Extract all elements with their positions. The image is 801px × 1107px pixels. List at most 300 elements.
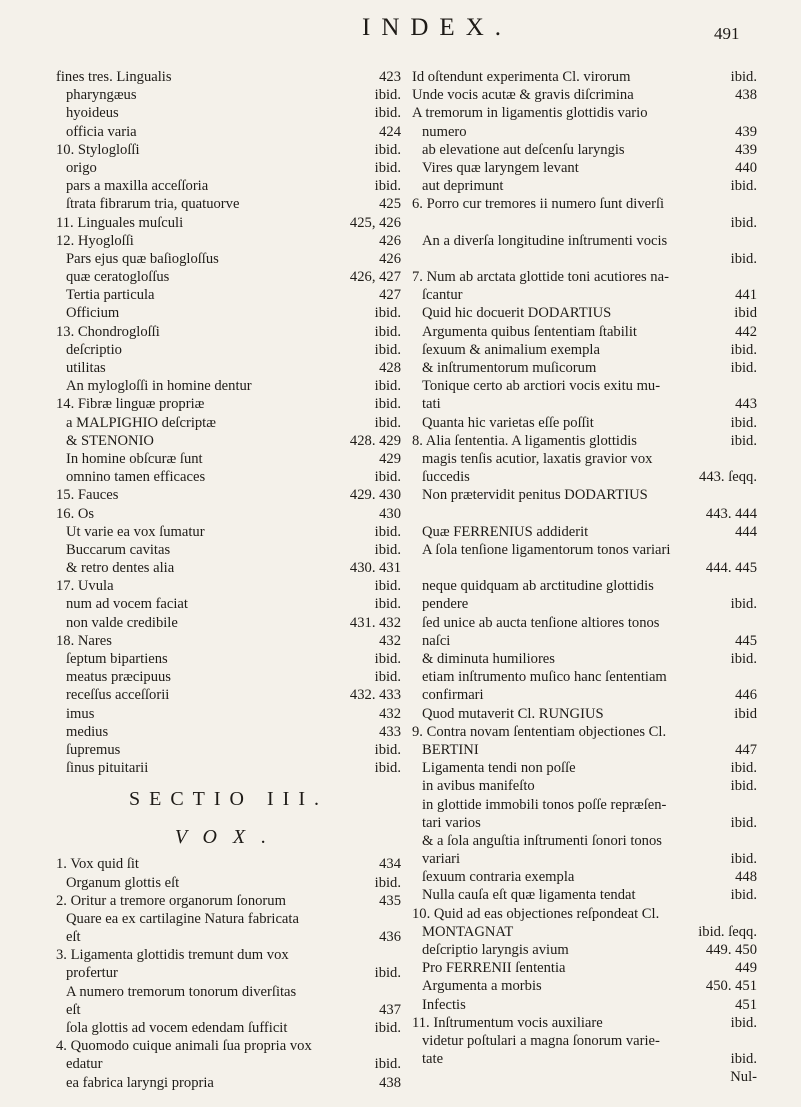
entry-page-ref: ibid. (374, 1056, 401, 1073)
entry-text: in glottide immobili tonos poſſe repræſen- (422, 796, 667, 813)
index-entry (412, 159, 757, 177)
index-entry (412, 68, 757, 86)
index-entry (56, 686, 401, 704)
index-entry (56, 559, 401, 577)
index-entry (56, 1019, 401, 1037)
index-entry (56, 232, 401, 250)
entry-page-ref: 436 (379, 929, 401, 946)
entry-page-ref: ibid. (374, 141, 401, 158)
entry-text: 14. Fibræ linguæ propriæ (56, 396, 205, 413)
entry-text: a MALPIGHIO deſcriptæ (66, 414, 216, 431)
index-entry (412, 341, 757, 359)
entry-page-ref: 443. ſeqq. (699, 469, 757, 486)
index-entry (412, 959, 757, 977)
entry-text: Pro FERRENII ſententia (422, 960, 566, 977)
entry-page-ref: 435 (379, 892, 401, 909)
entry-page-ref: ibid. (730, 250, 757, 267)
index-entry (412, 977, 757, 995)
entry-text: Officium (66, 305, 120, 322)
entry-text: ſola glottis ad vocem edendam ſufficit (66, 1020, 288, 1036)
entry-text: Unde vocis acutæ & gravis diſcrimina (412, 87, 634, 104)
entry-text: meatus præcipuus (66, 669, 171, 686)
index-entry (412, 304, 757, 322)
entry-page-ref: 429 (379, 450, 401, 467)
entry-text: A ſola tenſione ligamentorum tonos variari (422, 541, 671, 558)
entry-text: quæ ceratogloſſus (66, 269, 170, 286)
index-entry (56, 650, 401, 668)
entry-text: edatur (66, 1056, 103, 1073)
entry-page-ref: ibid. (374, 341, 401, 358)
index-entry (56, 855, 401, 873)
entry-page-ref: ibid. (374, 596, 401, 613)
entry-text: origo (66, 159, 97, 176)
entry-page-ref: 447 (735, 741, 757, 758)
entry-page-ref: ibid. (730, 887, 757, 904)
index-entry (56, 377, 401, 395)
entry-text: 2. Oritur a tremore organorum ſonorum (56, 892, 286, 909)
entry-page-ref: 425, 426 (349, 214, 401, 231)
entry-page-ref: ibid. (730, 851, 757, 868)
index-entry (412, 541, 757, 559)
entry-text: 10. Quid ad eas objectiones reſpondeat Cl. (412, 905, 660, 922)
entry-text: Quæ FERRENIUS addiderit (422, 523, 589, 540)
entry-text: ſinus pituitarii (66, 760, 149, 777)
entry-text: ſeptum bipartiens (66, 651, 168, 667)
index-entry (412, 450, 757, 468)
entry-text: Nulla cauſa eſt quæ ligamenta tendat (422, 887, 636, 904)
page-header (0, 14, 801, 64)
page-number: 491 (714, 24, 740, 43)
entry-text: 11. Inſtrumentum vocis auxiliare (412, 1014, 603, 1031)
entry-page-ref: 443. 444 (705, 505, 757, 522)
index-entry (412, 1032, 757, 1050)
entry-text: hyoideus (66, 105, 119, 122)
entry-text: Argumenta a morbis (422, 978, 542, 995)
entry-page-ref: ibid. ſeqq. (698, 923, 757, 940)
entry-page-ref: 426 (379, 232, 401, 249)
index-entry (412, 668, 757, 686)
index-entry (56, 595, 401, 613)
entry-text: non valde credibile (66, 614, 178, 631)
page-title: INDEX. (362, 14, 513, 41)
entry-page-ref: 439 (735, 141, 757, 158)
entry-text: & retro dentes alia (66, 560, 175, 577)
entry-text: magis tenſis acutior, laxatis gravior vox (422, 450, 653, 467)
entry-page-ref: ibid. (730, 414, 757, 431)
entry-text: & a ſola anguſtia inſtrumenti ſonori tonos (422, 832, 662, 849)
entry-text: 8. Alia ſententia. A ligamentis glottidis (412, 432, 637, 449)
index-entry (56, 286, 401, 304)
section-subheading: VOX. (174, 826, 283, 849)
entry-text: ſupremus (66, 741, 121, 758)
index-entry (412, 104, 757, 122)
entry-text: variari (422, 851, 461, 868)
entry-text: Infectis (422, 996, 466, 1013)
entry-page-ref: ibid (734, 305, 757, 322)
entry-text: tari varios (422, 814, 481, 831)
index-entry (412, 1068, 757, 1086)
index-entry (412, 523, 757, 541)
index-entry (56, 323, 401, 341)
entry-page-ref: ibid. (374, 874, 401, 891)
index-entry (412, 268, 757, 286)
index-entry (56, 523, 401, 541)
index-entry (412, 414, 757, 432)
entry-text: receſſus acceſſorii (66, 687, 170, 704)
index-entry (56, 214, 401, 232)
entry-page-ref: ibid. (374, 159, 401, 176)
entry-text: etiam inſtrumento muſico hanc ſententiam (422, 669, 667, 686)
entry-text: naſci (422, 632, 451, 649)
index-entry (56, 983, 401, 1001)
entry-page-ref: 443 (735, 396, 757, 413)
entry-page-ref: 424 (379, 123, 401, 140)
left-column (56, 68, 401, 1092)
entry-text: Organum glottis eſt (66, 874, 180, 891)
index-entry (412, 905, 757, 923)
index-entry (412, 650, 757, 668)
entry-text: 1. Vox quid ſit (56, 856, 139, 873)
entry-page-ref: ibid. (730, 432, 757, 449)
index-entry (412, 486, 757, 504)
index-entry (412, 432, 757, 450)
entry-page-ref: ibid. (374, 414, 401, 431)
entry-page-ref: ibid. (730, 69, 757, 85)
index-entry (412, 395, 757, 413)
entry-page-ref: ibid. (374, 178, 401, 195)
index-entry (56, 892, 401, 910)
entry-text: 16. Os (56, 505, 95, 522)
index-entry (56, 250, 401, 268)
entry-text: Ut varie ea vox ſumatur (66, 523, 205, 540)
index-entry (56, 614, 401, 632)
entry-text: 17. Uvula (56, 578, 114, 595)
index-entry (412, 177, 757, 195)
entry-page-ref: 426, 427 (349, 269, 401, 286)
index-entry (56, 928, 401, 946)
entry-text: Argumenta quibus ſententiam ſtabilit (422, 323, 637, 340)
entry-page-ref: 446 (735, 687, 757, 704)
entry-text: An mylogloſſi in homine dentur (66, 378, 252, 395)
entry-page-ref: 423 (379, 69, 401, 85)
index-entry (412, 359, 757, 377)
entry-text: MONTAGNAT (422, 923, 514, 940)
entry-text: videtur poſtulari a magna ſonorum varie- (422, 1032, 660, 1049)
index-entry (56, 577, 401, 595)
index-entry (56, 159, 401, 177)
entry-text: Tertia particula (66, 287, 155, 304)
index-entry (56, 414, 401, 432)
index-entry (56, 1001, 401, 1019)
index-entry (56, 195, 401, 213)
entry-page-ref: ibid (734, 705, 757, 722)
index-entry (56, 741, 401, 759)
entry-text: Quare ea ex cartilagine Natura fabricata (66, 910, 299, 927)
entry-text: A numero tremorum tonorum diverſitas (66, 983, 297, 1000)
entry-text: 3. Ligamenta glottidis tremunt dum vox (56, 947, 289, 964)
entry-page-ref: 432 (379, 705, 401, 722)
entry-text: In homine obſcuræ ſunt (66, 450, 203, 467)
entry-page-ref: 449 (735, 960, 757, 977)
right-column (412, 68, 757, 1087)
entry-page-ref: ibid. (374, 1020, 401, 1036)
index-entry (412, 1050, 757, 1068)
entry-text: deſcriptio laryngis avium (422, 942, 569, 958)
entry-page-ref: ibid. (374, 378, 401, 395)
entry-text: Quid hic docuerit DODARTIUS (422, 305, 612, 322)
entry-text: profertur (66, 965, 118, 982)
entry-text: ab elevatione aut deſcenſu laryngis (422, 141, 625, 158)
index-entry (56, 1055, 401, 1073)
entry-text: pharyngæus (66, 87, 137, 104)
entry-page-ref: 432. 433 (349, 687, 401, 704)
entry-text: 9. Contra novam ſententiam objectiones Cl. (412, 723, 667, 740)
entry-text: imus (66, 705, 95, 722)
entry-page-ref: 448 (735, 869, 757, 886)
entry-page-ref: 444. 445 (705, 560, 757, 577)
entry-text: numero (422, 123, 467, 140)
entry-text: ſtrata fibrarum tria, quatuorve (66, 196, 240, 213)
index-entry (56, 68, 401, 86)
index-entry (412, 723, 757, 741)
entry-page-ref: 433 (379, 723, 401, 740)
entry-page-ref: ibid. (730, 1014, 757, 1031)
entry-text: omnino tamen efficaces (66, 469, 206, 486)
entry-text: ſexuum & animalium exempla (422, 341, 600, 358)
index-entry (56, 759, 401, 777)
entry-page-ref: ibid. (374, 578, 401, 595)
entry-text: Buccarum cavitas (66, 541, 171, 558)
entry-text: Quod mutaverit Cl. RUNGIUS (422, 705, 604, 722)
entry-page-ref: ibid. (730, 341, 757, 358)
index-entry (56, 486, 401, 504)
entry-page-ref: ibid. (374, 669, 401, 686)
index-entry (412, 832, 757, 850)
index-entry (56, 874, 401, 892)
left-entries-vox (56, 855, 401, 1091)
index-entry (56, 304, 401, 322)
entry-text: 15. Fauces (56, 487, 119, 504)
index-entry (412, 886, 757, 904)
index-entry (412, 796, 757, 814)
entry-page-ref: ibid. (374, 651, 401, 667)
index-entry (412, 505, 757, 523)
index-entry (56, 705, 401, 723)
index-entry (56, 268, 401, 286)
entry-page-ref: ibid. (730, 214, 757, 231)
index-entry (412, 577, 757, 595)
entry-text: & STENONIO (66, 432, 154, 449)
index-entry (412, 777, 757, 795)
entry-text: eſt (66, 929, 81, 946)
index-entry (56, 468, 401, 486)
entry-page-ref: Nul- (730, 1069, 757, 1086)
entry-text: 13. Chondrogloſſi (56, 323, 160, 340)
index-entry (56, 432, 401, 450)
index-entry (412, 559, 757, 577)
index-entry (412, 868, 757, 886)
entry-page-ref: ibid. (730, 360, 757, 376)
entry-page-ref: 426 (379, 250, 401, 267)
entry-page-ref: 428. 429 (349, 432, 401, 449)
index-entry (56, 723, 401, 741)
entry-page-ref: ibid. (374, 305, 401, 322)
index-entry (412, 286, 757, 304)
entry-page-ref: 444 (735, 523, 757, 540)
index-entry (412, 323, 757, 341)
index-entry (412, 141, 757, 159)
entry-text: Ligamenta tendi non poſſe (422, 760, 576, 777)
entry-page-ref: ibid. (730, 778, 757, 795)
entry-text: medius (66, 723, 109, 740)
entry-text: & inſtrumentorum muſicorum (422, 360, 597, 376)
index-entry (56, 359, 401, 377)
left-entries (56, 68, 401, 777)
entry-text: ſuccedis (422, 469, 470, 486)
index-entry (56, 1037, 401, 1055)
entry-page-ref: 440 (735, 159, 757, 176)
index-entry (412, 123, 757, 141)
index-entry (412, 214, 757, 232)
entry-page-ref: ibid. (374, 323, 401, 340)
index-entry (56, 1074, 401, 1092)
entry-page-ref: 425 (379, 196, 401, 213)
entry-page-ref: ibid. (730, 760, 757, 777)
index-entry (412, 850, 757, 868)
entry-text: 10. Stylogloſſi (56, 141, 140, 158)
entry-text: tati (422, 396, 441, 413)
entry-page-ref: 437 (379, 1001, 401, 1018)
index-entry (412, 250, 757, 268)
entry-text: Non prætervidit penitus DODARTIUS (422, 487, 648, 504)
entry-page-ref: ibid. (374, 541, 401, 558)
right-entries (412, 68, 757, 1087)
index-entry (56, 341, 401, 359)
entry-page-ref: 438 (735, 87, 757, 104)
entry-page-ref: ibid. (374, 87, 401, 104)
index-entry (412, 941, 757, 959)
index-entry (412, 86, 757, 104)
entry-page-ref: 442 (735, 323, 757, 340)
index-entry (412, 814, 757, 832)
entry-text: Quanta hic varietas eſſe poſſit (422, 414, 594, 431)
entry-text: BERTINI (422, 741, 479, 758)
section-heading: SECTIO III. (129, 788, 328, 811)
index-entry (56, 141, 401, 159)
entry-text: num ad vocem faciat (66, 596, 188, 613)
index-entry (56, 668, 401, 686)
entry-page-ref: ibid. (730, 814, 757, 831)
entry-text: eſt (66, 1001, 81, 1018)
entry-text: aut deprimunt (422, 178, 504, 195)
entry-text: ſcantur (422, 287, 463, 304)
entry-text: neque quidquam ab arctitudine glottidis (422, 578, 654, 595)
entry-page-ref: ibid. (374, 965, 401, 982)
entry-page-ref: ibid. (374, 741, 401, 758)
entry-text: ſed unice ab aucta tenſione altiores tonos (422, 614, 660, 631)
index-entry (56, 177, 401, 195)
entry-text: confirmari (422, 687, 484, 704)
entry-text: A tremorum in ligamentis glottidis vario (412, 105, 648, 122)
entry-text: 12. Hyogloſſi (56, 232, 134, 249)
entry-text: tate (422, 1051, 444, 1068)
entry-text: pars a maxilla acceſſoria (66, 178, 209, 195)
entry-page-ref: 445 (735, 632, 757, 649)
index-entry (56, 541, 401, 559)
entry-page-ref: ibid. (374, 105, 401, 122)
entry-text: Pars ejus quæ baſiogloſſus (66, 250, 219, 267)
index-entry (56, 505, 401, 523)
index-entry (412, 686, 757, 704)
entry-text: officia varia (66, 123, 137, 140)
entry-page-ref: 427 (379, 287, 401, 304)
entry-text: deſcriptio (66, 341, 122, 358)
entry-text: An a diverſa longitudine inſtrumenti vocis (422, 232, 668, 249)
index-entry (56, 946, 401, 964)
entry-page-ref: 430. 431 (349, 560, 401, 577)
entry-page-ref: ibid. (730, 596, 757, 613)
index-entry (412, 232, 757, 250)
entry-page-ref: ibid. (730, 651, 757, 667)
entry-page-ref: 429. 430 (349, 487, 401, 504)
entry-text: Id oſtendunt experimenta Cl. virorum (412, 69, 631, 85)
index-entry (56, 123, 401, 141)
entry-page-ref: 450. 451 (705, 978, 757, 995)
entry-text: ea fabrica laryngi propria (66, 1074, 214, 1091)
entry-page-ref: 430 (379, 505, 401, 522)
index-entry (412, 614, 757, 632)
index-entry (56, 964, 401, 982)
entry-page-ref: 438 (379, 1074, 401, 1091)
entry-text: 6. Porro cur tremores ii numero ſunt diverſi (412, 196, 665, 213)
index-entry (56, 632, 401, 650)
entry-page-ref: 439 (735, 123, 757, 140)
index-entry (56, 104, 401, 122)
entry-page-ref: 431. 432 (349, 614, 401, 631)
entry-text: utilitas (66, 360, 106, 376)
entry-page-ref: 432 (379, 632, 401, 649)
entry-text: ſexuum contraria exempla (422, 869, 575, 886)
index-entry (412, 996, 757, 1014)
index-entry (412, 377, 757, 395)
index-entry (412, 923, 757, 941)
entry-page-ref: 451 (735, 996, 757, 1013)
entry-text: Vires quæ laryngem levant (422, 159, 579, 176)
entry-text: 18. Nares (56, 632, 112, 649)
index-entry (56, 910, 401, 928)
entry-page-ref: ibid. (374, 523, 401, 540)
index-entry (412, 759, 757, 777)
entry-text: 11. Linguales muſculi (56, 214, 184, 231)
entry-text: in avibus manifeſto (422, 778, 535, 795)
index-entry (412, 632, 757, 650)
entry-page-ref: ibid. (374, 396, 401, 413)
index-entry (56, 86, 401, 104)
entry-page-ref: ibid. (730, 178, 757, 195)
entry-text: Tonique certo ab arctiori vocis exitu mu- (422, 378, 661, 395)
index-entry (56, 395, 401, 413)
entry-text: pendere (422, 596, 469, 613)
index-entry (412, 705, 757, 723)
entry-page-ref: 428 (379, 360, 401, 376)
index-entry (412, 195, 757, 213)
entry-page-ref: ibid. (374, 469, 401, 486)
index-entry (412, 468, 757, 486)
index-entry (56, 450, 401, 468)
index-entry (412, 595, 757, 613)
entry-text: 4. Quomodo cuique animali ſua propria vox (56, 1038, 312, 1055)
entry-page-ref: 441 (735, 287, 757, 304)
